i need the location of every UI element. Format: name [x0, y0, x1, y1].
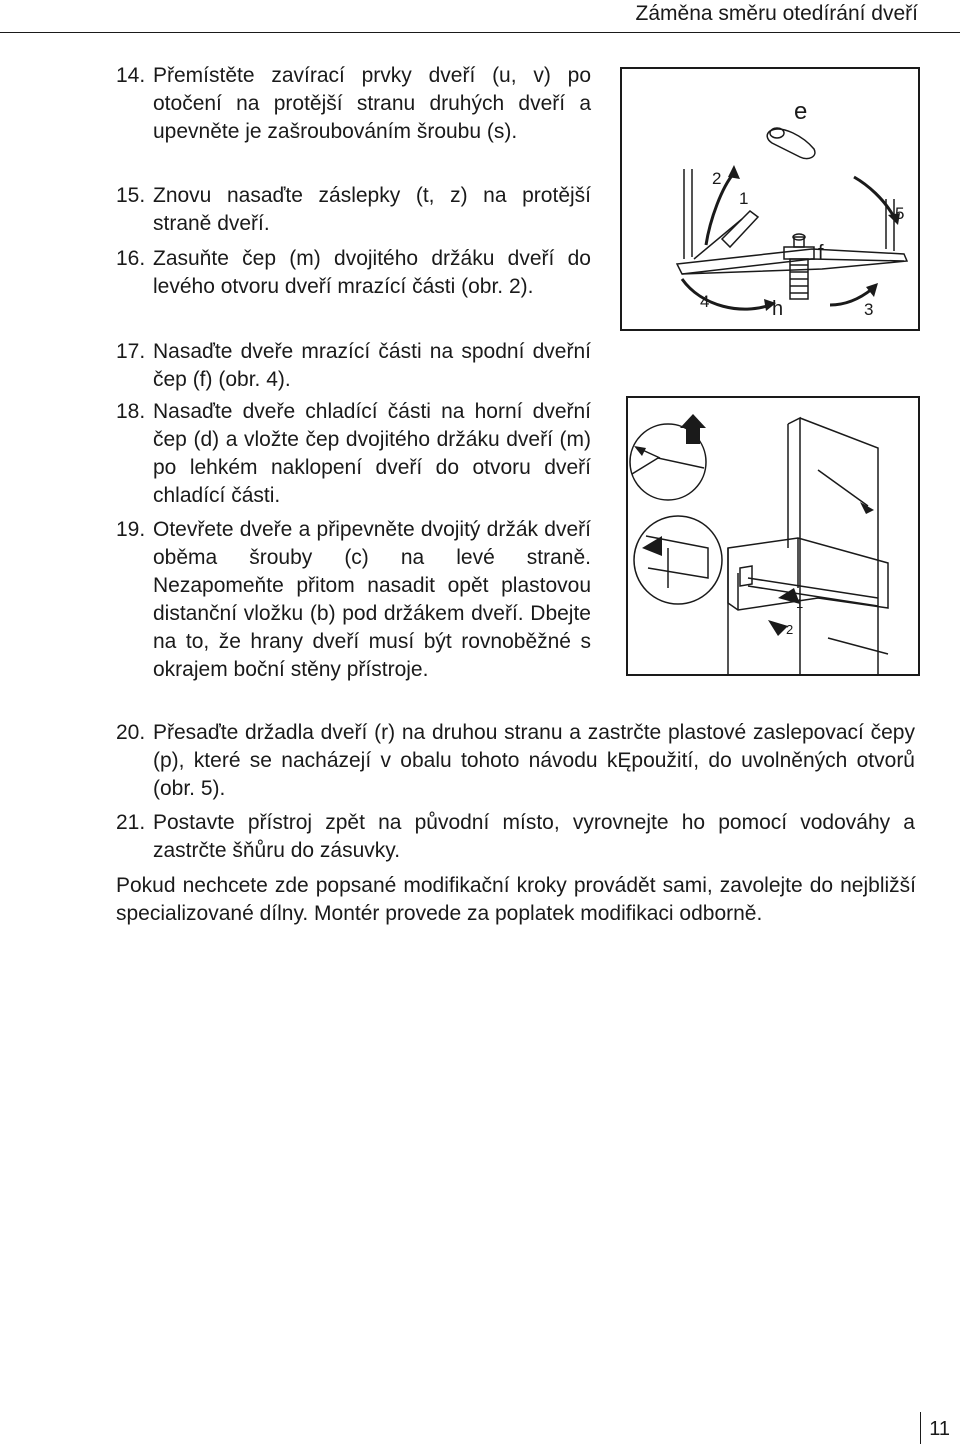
figure-hinge	[620, 67, 920, 331]
step-number: 20.	[116, 721, 146, 744]
figure-label: h	[772, 298, 784, 320]
figure-label: 5	[895, 204, 905, 223]
step-number: 17.	[116, 340, 146, 363]
figure-label: 2	[712, 169, 722, 188]
step-number: 15.	[116, 184, 146, 207]
header-rule	[0, 32, 960, 33]
step-text: Přemístěte zavírací prvky dveří (u, v) po otočení na protější stranu druhých dveří a upevněte je zašroubováním šroubu (s).	[153, 64, 591, 143]
step-number: 21.	[116, 811, 146, 834]
figure-label: e	[794, 98, 808, 125]
step-number: 18.	[116, 400, 146, 423]
figure-bracket	[626, 396, 920, 676]
figure-label: 3	[864, 300, 874, 319]
figure-label: 1	[739, 189, 749, 208]
page-number-rule	[920, 1412, 921, 1444]
step-number: 16.	[116, 247, 146, 270]
figure-label: 2	[786, 622, 794, 637]
bracket-illustration	[628, 398, 918, 674]
header-title: Záměna směru otedírání dveří	[635, 2, 918, 25]
step-number: 19.	[116, 518, 146, 541]
step-text: Přesaďte držadla dveří (r) na druhou stranu a zastrčte plastové zaslepovací čepy (p), které se nacházejí v obalu tohoto návodu kĘpoužití, do uvolněných otvorů (obr. 5).	[153, 721, 915, 800]
closing-paragraph: Pokud nechcete zde popsané modifikační kroky provádět sami, zavolejte do nejbližší specializované dílny. Montér provede za poplatek modifikaci odborně.	[116, 874, 916, 925]
hinge-illustration	[622, 69, 918, 329]
figure-label: 1	[796, 596, 804, 611]
step-text: Znovu nasaďte záslepky (t, z) na protější straně dveří.	[153, 184, 591, 235]
step-text: Postavte přístroj zpět na původní místo, vyrovnejte ho pomocí vodováhy a zastrčte šňůru do zásuvky.	[153, 811, 915, 862]
step-text: Nasaďte dveře chladící části na horní dveřní čep (d) a vložte čep dvojitého držáku dveří (m) po lehkém naklopení dveří do otvoru dveří chladící části.	[153, 400, 591, 507]
page-number: 11	[929, 1418, 950, 1440]
figure-label: 4	[700, 292, 710, 311]
page-header	[0, 0, 960, 30]
figure-label: f	[818, 242, 824, 264]
step-number: 14.	[116, 64, 146, 87]
step-text: Nasaďte dveře mrazící části na spodní dveřní čep (f) (obr. 4).	[153, 340, 591, 391]
step-text: Otevřete dveře a připevněte dvojitý držák dveří oběma šrouby (c) na levé straně. Nezapomeňte přitom nasadit opět plastovou distanční vložku (b) pod držákem dveří. Dbejte na to, že hrany dveří musí být rovnoběžné s okrajem boční stěny přístroje.	[153, 518, 591, 681]
step-text: Zasuňte čep (m) dvojitého držáku dveří do levého otvoru dveří mrazící části (obr. 2).	[153, 247, 591, 298]
